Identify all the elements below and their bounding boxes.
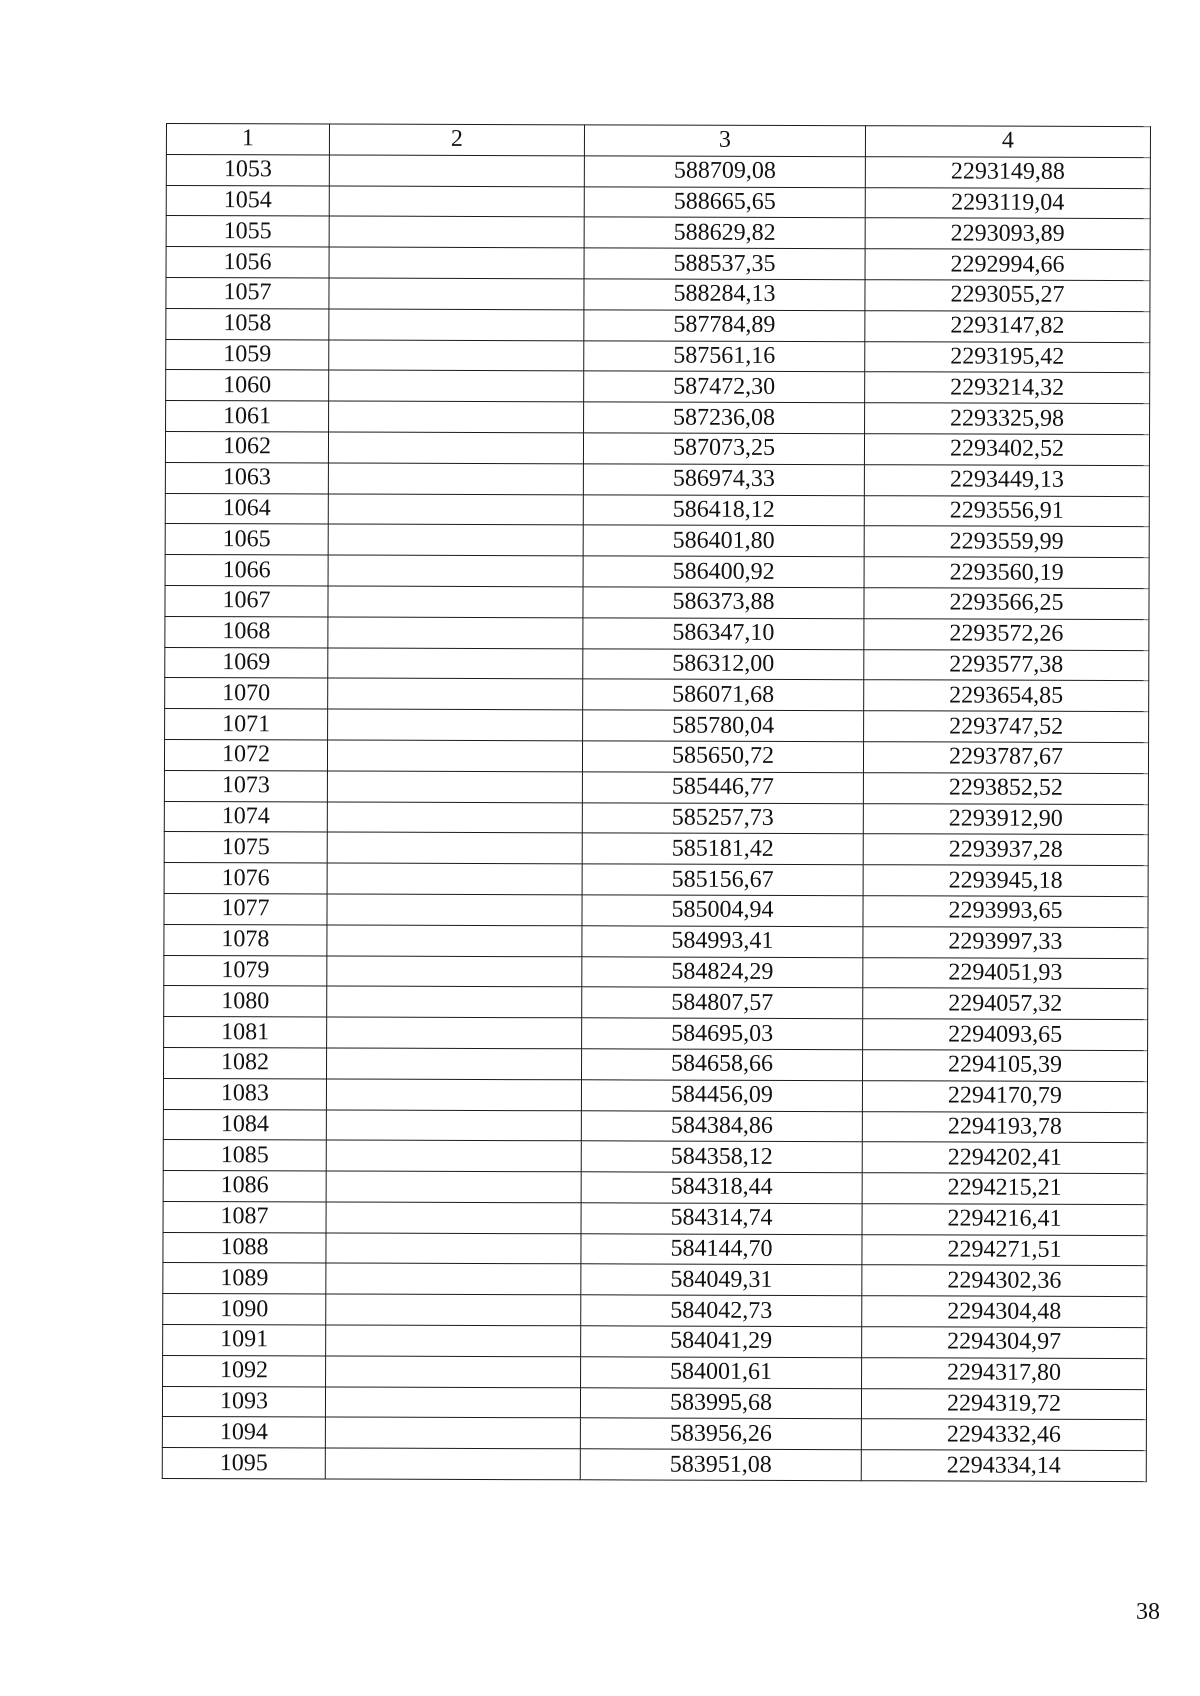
table-row	[164, 770, 1148, 804]
table-cell-col-4: 2294193,78	[862, 1111, 1147, 1143]
table-cell-col-4: 2293852,52	[863, 772, 1148, 804]
table-cell-col-3: 587472,30	[584, 371, 865, 403]
table-cell-col-4: 2294093,65	[863, 1019, 1148, 1051]
table-cell-col-4: 2293997,33	[863, 926, 1148, 958]
table-cell-col-4: 2293787,67	[863, 742, 1148, 774]
table-cell-col-2	[327, 956, 582, 988]
table-row	[164, 986, 1148, 1020]
table-cell-col-4: 2293747,52	[864, 711, 1149, 743]
table-cell-col-3: 584993,41	[582, 926, 863, 958]
table-cell-col-2	[329, 155, 584, 187]
table-cell-col-2	[328, 524, 583, 556]
header-col-4: 4	[865, 126, 1150, 158]
table-cell-col-2	[326, 1202, 581, 1234]
table-cell-col-3: 584042,73	[581, 1295, 862, 1327]
table-row	[163, 1140, 1147, 1174]
table-cell-col-2	[325, 1448, 580, 1480]
table-cell-col-4: 2294170,79	[862, 1080, 1147, 1112]
table-cell-col-1: 1066	[165, 555, 328, 586]
table-row	[164, 955, 1148, 989]
table-cell-col-4: 2294317,80	[862, 1358, 1147, 1390]
table-cell-col-1: 1057	[166, 277, 329, 308]
table-cell-col-2	[326, 1140, 581, 1172]
table-cell-col-1: 1085	[163, 1140, 326, 1171]
table-row	[163, 1078, 1147, 1112]
table-cell-col-1: 1074	[164, 801, 327, 832]
table-cell-col-1: 1063	[165, 462, 328, 493]
table-cell-col-1: 1071	[165, 709, 328, 740]
table-cell-col-2	[325, 1387, 580, 1419]
table-row	[165, 678, 1149, 712]
table-row	[165, 709, 1149, 743]
table-row	[166, 247, 1150, 281]
table-cell-col-4: 2294302,36	[862, 1265, 1147, 1297]
table-cell-col-2	[329, 216, 584, 248]
table-cell-col-1: 1078	[164, 924, 327, 955]
table-cell-col-4: 2293945,18	[863, 865, 1148, 897]
header-row	[166, 124, 1150, 158]
table-row	[163, 1171, 1147, 1205]
table-cell-col-3: 583956,26	[580, 1418, 861, 1450]
table-cell-col-1: 1060	[166, 370, 329, 401]
table-cell-col-2	[326, 1263, 581, 1295]
table-row	[165, 647, 1149, 681]
table-cell-col-1: 1058	[166, 308, 329, 339]
table-cell-col-1: 1059	[166, 339, 329, 370]
table-cell-col-4: 2293119,04	[865, 187, 1150, 219]
table-cell-col-3: 586071,68	[583, 679, 864, 711]
table-row	[165, 431, 1149, 465]
table-cell-col-3: 588537,35	[584, 248, 865, 280]
table-row	[164, 893, 1148, 927]
table-row	[163, 1232, 1147, 1266]
table-cell-col-2	[329, 401, 584, 433]
table-row	[166, 370, 1150, 404]
table-row	[164, 832, 1148, 866]
table-cell-col-4: 2294057,32	[863, 988, 1148, 1020]
table-cell-col-1: 1083	[163, 1078, 326, 1109]
table-cell-col-2	[328, 709, 583, 741]
table-cell-col-3: 584807,57	[582, 987, 863, 1019]
table-cell-col-3: 585156,67	[582, 864, 863, 896]
table-cell-col-1: 1065	[165, 524, 328, 555]
table-cell-col-1: 1080	[164, 986, 327, 1017]
table-row	[162, 1448, 1146, 1482]
table-row	[164, 801, 1148, 835]
table-cell-col-2	[328, 648, 583, 680]
table-cell-col-2	[326, 1171, 581, 1203]
table-cell-col-4: 2293560,19	[864, 557, 1149, 589]
table-cell-col-3: 584456,09	[581, 1080, 862, 1112]
table-row	[165, 616, 1149, 650]
table-cell-col-1: 1095	[162, 1448, 325, 1479]
table-row	[163, 1047, 1147, 1081]
table-cell-col-4: 2293912,90	[863, 803, 1148, 835]
table-cell-col-2	[327, 925, 582, 957]
table-cell-col-1: 1086	[163, 1171, 326, 1202]
table-cell-col-1: 1068	[165, 616, 328, 647]
table-cell-col-3: 585780,04	[583, 710, 864, 742]
table-row	[165, 555, 1149, 589]
table-row	[166, 154, 1150, 188]
table-cell-col-2	[327, 863, 582, 895]
table-row	[163, 1325, 1147, 1359]
coordinates-table	[162, 123, 1151, 1482]
table-cell-col-3: 584358,12	[581, 1141, 862, 1173]
table-cell-col-1: 1087	[163, 1201, 326, 1232]
table-cell-col-3: 588709,08	[584, 156, 865, 188]
table-cell-col-2	[325, 1417, 580, 1449]
table-cell-col-3: 585004,94	[582, 895, 863, 927]
table-cell-col-1: 1090	[163, 1294, 326, 1325]
table-cell-col-1: 1070	[165, 678, 328, 709]
table-row	[163, 1109, 1147, 1143]
table-cell-col-4: 2294332,46	[861, 1419, 1146, 1451]
table-cell-col-3: 587236,08	[584, 402, 865, 434]
table-cell-col-2	[329, 340, 584, 372]
table-cell-col-3: 585650,72	[582, 741, 863, 773]
header-col-2: 2	[329, 124, 584, 156]
table-cell-col-3: 588284,13	[584, 279, 865, 311]
table-row	[164, 1017, 1148, 1051]
table-row	[165, 462, 1149, 496]
table-row	[164, 924, 1148, 958]
table-cell-col-3: 584824,29	[582, 956, 863, 988]
table-cell-col-3: 584049,31	[581, 1264, 862, 1296]
table-cell-col-4: 2293325,98	[865, 403, 1150, 435]
table-cell-col-4: 2293195,42	[865, 341, 1150, 373]
table-cell-col-1: 1088	[163, 1232, 326, 1263]
table-cell-col-3: 587784,89	[584, 310, 865, 342]
table-cell-col-4: 2293993,65	[863, 896, 1148, 928]
table-row	[166, 339, 1150, 373]
table-cell-col-4: 2293559,99	[864, 526, 1149, 558]
table-cell-col-4: 2293654,85	[864, 680, 1149, 712]
table-row	[163, 1294, 1147, 1328]
table-cell-col-2	[327, 1017, 582, 1049]
table-cell-col-4: 2294271,51	[862, 1234, 1147, 1266]
table-cell-col-1: 1076	[164, 863, 327, 894]
table-row	[166, 277, 1150, 311]
table-cell-col-2	[328, 555, 583, 587]
table-cell-col-4: 2294304,48	[862, 1296, 1147, 1328]
table-cell-col-2	[327, 771, 582, 803]
table-cell-col-2	[327, 832, 582, 864]
table-cell-col-1: 1075	[164, 832, 327, 863]
table-cell-col-1: 1055	[166, 216, 329, 247]
table-cell-col-4: 2294334,14	[861, 1450, 1146, 1482]
table-cell-col-1: 1056	[166, 247, 329, 278]
table-cell-col-3: 587073,25	[583, 433, 864, 465]
table-row	[163, 1263, 1147, 1297]
table-cell-col-3: 587561,16	[584, 340, 865, 372]
table-row	[165, 585, 1149, 619]
table-cell-col-1: 1069	[165, 647, 328, 678]
table-cell-col-2	[327, 802, 582, 834]
table-cell-col-4: 2292994,66	[865, 249, 1150, 281]
table-cell-col-4: 2294105,39	[862, 1050, 1147, 1082]
table-row	[166, 216, 1150, 250]
table-row	[164, 739, 1148, 773]
table-cell-col-3: 584314,74	[581, 1203, 862, 1235]
table-cell-col-2	[327, 894, 582, 926]
table-cell-col-2	[328, 494, 583, 526]
table-row	[165, 524, 1149, 558]
table-row	[163, 1355, 1147, 1389]
table-cell-col-1: 1091	[163, 1325, 326, 1356]
table-cell-col-2	[326, 1233, 581, 1265]
table-cell-col-4: 2293149,88	[865, 156, 1150, 188]
table-cell-col-3: 586347,10	[583, 618, 864, 650]
table-cell-col-1: 1084	[163, 1109, 326, 1140]
table-cell-col-2	[329, 247, 584, 279]
table-cell-col-4: 2294202,41	[862, 1142, 1147, 1174]
table-cell-col-4: 2293449,13	[864, 464, 1149, 496]
table-cell-col-1: 1089	[163, 1263, 326, 1294]
table-cell-col-2	[329, 309, 584, 341]
table-cell-col-4: 2294215,21	[862, 1173, 1147, 1205]
table-cell-col-2	[328, 617, 583, 649]
table-cell-col-4: 2294216,41	[862, 1204, 1147, 1236]
table-cell-col-1: 1081	[164, 1017, 327, 1048]
table-cell-col-1: 1064	[165, 493, 328, 524]
table-cell-col-4: 2293556,91	[864, 495, 1149, 527]
table-cell-col-1: 1053	[166, 154, 329, 185]
table-cell-col-3: 588629,82	[584, 217, 865, 249]
table-cell-col-3: 584658,66	[581, 1049, 862, 1081]
table-cell-col-3: 585257,73	[582, 802, 863, 834]
table-cell-col-4: 2293566,25	[864, 588, 1149, 620]
table-row	[162, 1386, 1146, 1420]
table-cell-col-3: 588665,65	[584, 186, 865, 218]
table-cell-col-3: 585446,77	[582, 772, 863, 804]
table-cell-col-1: 1061	[166, 401, 329, 432]
table-cell-col-2	[329, 186, 584, 218]
table-cell-col-3: 583951,08	[580, 1449, 861, 1481]
table-cell-col-1: 1062	[165, 431, 328, 462]
table-cell-col-1: 1054	[166, 185, 329, 216]
table-cell-col-1: 1079	[164, 955, 327, 986]
header-col-3: 3	[584, 125, 865, 157]
table-cell-col-3: 584041,29	[581, 1326, 862, 1358]
table-cell-col-1: 1067	[165, 585, 328, 616]
table-row	[164, 863, 1148, 897]
table-cell-col-2	[326, 1356, 581, 1388]
table-cell-col-2	[328, 463, 583, 495]
table-cell-col-3: 586312,00	[583, 648, 864, 680]
table-cell-col-1: 1082	[163, 1047, 326, 1078]
table-cell-col-2	[326, 1325, 581, 1357]
table-cell-col-4: 2294319,72	[861, 1388, 1146, 1420]
table-cell-col-2	[326, 1048, 581, 1080]
table-cell-col-4: 2293572,26	[864, 618, 1149, 650]
table-cell-col-3: 585181,42	[582, 833, 863, 865]
table-cell-col-3: 586418,12	[583, 494, 864, 526]
table-cell-col-4: 2293214,32	[865, 372, 1150, 404]
table-cell-col-2	[326, 1079, 581, 1111]
table-cell-col-3: 583995,68	[580, 1387, 861, 1419]
table-cell-col-4: 2293402,52	[864, 434, 1149, 466]
table-cell-col-4: 2293093,89	[865, 218, 1150, 250]
table-cell-col-3: 584001,61	[581, 1357, 862, 1389]
table-body	[162, 154, 1150, 1481]
table-cell-col-3: 586400,92	[583, 556, 864, 588]
table-cell-col-1: 1094	[162, 1417, 325, 1448]
table-cell-col-3: 584695,03	[582, 1018, 863, 1050]
table-row	[163, 1201, 1147, 1235]
table-cell-col-3: 586401,80	[583, 525, 864, 557]
table-row	[166, 185, 1150, 219]
table-cell-col-4: 2293055,27	[865, 280, 1150, 312]
table-cell-col-2	[328, 678, 583, 710]
table-cell-col-4: 2293937,28	[863, 834, 1148, 866]
table-row	[165, 493, 1149, 527]
table-cell-col-3: 586373,88	[583, 587, 864, 619]
table-cell-col-2	[327, 986, 582, 1018]
table-cell-col-1: 1077	[164, 893, 327, 924]
table-cell-col-2	[326, 1294, 581, 1326]
table-cell-col-4: 2294051,93	[863, 957, 1148, 989]
table-cell-col-3: 586974,33	[583, 464, 864, 496]
table-row	[166, 401, 1150, 435]
table-cell-col-1: 1073	[164, 770, 327, 801]
table-cell-col-1: 1093	[162, 1386, 325, 1417]
table-cell-col-3: 584384,86	[581, 1110, 862, 1142]
table-cell-col-1: 1092	[163, 1355, 326, 1386]
table-cell-col-4: 2293577,38	[864, 649, 1149, 681]
page-number: 38	[1136, 1599, 1160, 1625]
table-cell-col-4: 2294304,97	[862, 1327, 1147, 1359]
table-cell-col-4: 2293147,82	[865, 310, 1150, 342]
table-row	[162, 1417, 1146, 1451]
table-cell-col-2	[327, 740, 582, 772]
table-cell-col-2	[329, 278, 584, 310]
table-cell-col-2	[329, 370, 584, 402]
table-cell-col-3: 584318,44	[581, 1172, 862, 1204]
table-cell-col-1: 1072	[164, 739, 327, 770]
table-cell-col-2	[328, 432, 583, 464]
table-cell-col-3: 584144,70	[581, 1233, 862, 1265]
table-row	[166, 308, 1150, 342]
header-col-1: 1	[166, 124, 329, 155]
table-cell-col-2	[326, 1110, 581, 1142]
table-cell-col-2	[328, 586, 583, 618]
